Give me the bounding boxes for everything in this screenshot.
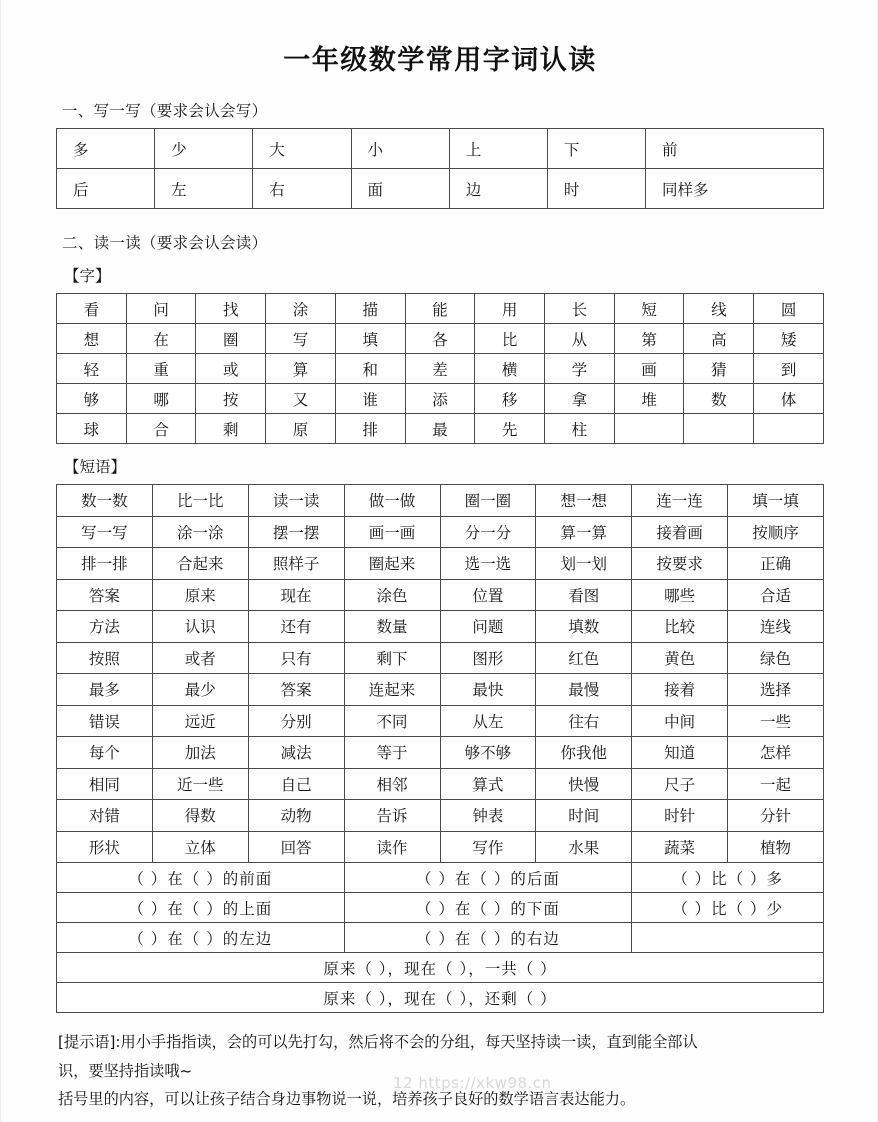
character-cell: 添 [405, 384, 475, 414]
table-row [57, 169, 824, 209]
character-cell: 原 [266, 414, 336, 444]
character-cell: 短 [614, 294, 684, 324]
phrase-cell: 减法 [248, 737, 344, 769]
table-row [57, 516, 824, 548]
phrase-cell: 按要求 [632, 548, 728, 580]
character-cell: 球 [57, 414, 127, 444]
phrase-cell: 接着画 [632, 516, 728, 548]
character-cell: 圈 [196, 324, 266, 354]
table-row [57, 983, 824, 1013]
table-row [57, 863, 824, 893]
phrase-cell: 分别 [248, 705, 344, 737]
table-row [57, 324, 824, 354]
character-cell: 看 [57, 294, 127, 324]
character-table-body [57, 294, 824, 444]
phrase-cell: 加法 [152, 737, 248, 769]
write-cell: 小 [351, 129, 449, 169]
character-cell: 到 [754, 354, 824, 384]
character-cell: 够 [57, 384, 127, 414]
write-practice-table [56, 128, 824, 209]
phrase-cell: 按顺序 [728, 516, 824, 548]
hint-note [56, 1029, 830, 1113]
hint-note-line-1: [提示语]:用小手指指读，会的可以先打勾，然后将不会的分组，每天坚持读一读，直到能全部认 [58, 1033, 698, 1051]
phrase-cell: 连起来 [344, 674, 440, 706]
phrase-cell: 比较 [632, 611, 728, 643]
phrase-cell: 往右 [536, 705, 632, 737]
write-cell: 少 [155, 129, 253, 169]
write-cell: 前 [646, 129, 824, 169]
character-cell: 用 [475, 294, 545, 324]
phrase-cell: 算式 [440, 768, 536, 800]
phrase-cell: 数量 [344, 611, 440, 643]
phrase-cell: 最少 [152, 674, 248, 706]
phrase-cell: 填一填 [728, 485, 824, 517]
character-cell: 剩 [196, 414, 266, 444]
write-cell: 上 [449, 129, 547, 169]
character-cell: 学 [545, 354, 615, 384]
character-cell: 在 [126, 324, 196, 354]
table-row [57, 384, 824, 414]
write-cell: 时 [547, 169, 645, 209]
write-cell: 下 [547, 129, 645, 169]
phrase-cell: 圈起来 [344, 548, 440, 580]
phrase-cell: 涂色 [344, 579, 440, 611]
character-cell: 和 [335, 354, 405, 384]
character-cell: 第 [614, 324, 684, 354]
character-cell: 哪 [126, 384, 196, 414]
phrase-cell: 摆一摆 [248, 516, 344, 548]
phrase-cell: 自己 [248, 768, 344, 800]
sentence-pattern-cell: （ ）在（ ）的右边 [344, 923, 632, 953]
character-cell: 矮 [754, 324, 824, 354]
page-title: 一年级数学常用字词认读 [283, 45, 597, 76]
phrase-cell: 最多 [57, 674, 153, 706]
write-cell: 左 [155, 169, 253, 209]
phrase-cell: 读一读 [248, 485, 344, 517]
phrase-cell: 做一做 [344, 485, 440, 517]
phrase-cell: 圈一圈 [440, 485, 536, 517]
phrase-cell: 对错 [57, 800, 153, 832]
phrase-cell: 正确 [728, 548, 824, 580]
sentence-pattern-cell: （ ）在（ ）的上面 [57, 893, 345, 923]
phrase-cell: 动物 [248, 800, 344, 832]
character-cell: 合 [126, 414, 196, 444]
phrase-cell: 排一排 [57, 548, 153, 580]
phrase-cell: 形状 [57, 831, 153, 863]
phrase-cell: 等于 [344, 737, 440, 769]
phrase-cell: 算一算 [536, 516, 632, 548]
character-cell: 长 [545, 294, 615, 324]
table-row [57, 579, 824, 611]
character-cell: 问 [126, 294, 196, 324]
phrase-cell: 够不够 [440, 737, 536, 769]
phrase-cell: 时针 [632, 800, 728, 832]
character-cell: 柱 [545, 414, 615, 444]
character-cell: 从 [545, 324, 615, 354]
character-cell: 最 [405, 414, 475, 444]
character-cell: 轻 [57, 354, 127, 384]
phrase-cell: 近一些 [152, 768, 248, 800]
write-cell: 大 [253, 129, 351, 169]
table-row [57, 611, 824, 643]
phrase-cell: 划一划 [536, 548, 632, 580]
phrase-cell: 或者 [152, 642, 248, 674]
phrase-cell: 一起 [728, 768, 824, 800]
phrase-cell: 相邻 [344, 768, 440, 800]
table-row [57, 129, 824, 169]
phrase-cell: 填数 [536, 611, 632, 643]
character-cell: 高 [684, 324, 754, 354]
phrase-cell: 蔬菜 [632, 831, 728, 863]
character-cell: 圆 [754, 294, 824, 324]
table-row [57, 294, 824, 324]
phrase-cell: 时间 [536, 800, 632, 832]
character-cell: 画 [614, 354, 684, 384]
phrase-cell: 原来 [152, 579, 248, 611]
phrase-cell: 每个 [57, 737, 153, 769]
phrase-cell: 相同 [57, 768, 153, 800]
phrase-cell: 红色 [536, 642, 632, 674]
phrase-cell: 你我他 [536, 737, 632, 769]
phrase-cell: 照样子 [248, 548, 344, 580]
phrase-cell: 看图 [536, 579, 632, 611]
hint-note-line-2: 识，要坚持指读哦~ [58, 1061, 193, 1080]
table-row [57, 414, 824, 444]
phrase-cell: 想一想 [536, 485, 632, 517]
table-row [57, 923, 824, 953]
phrase-cell: 连线 [728, 611, 824, 643]
character-cell: 涂 [266, 294, 336, 324]
phrase-cell: 黄色 [632, 642, 728, 674]
phrase-cell: 尺子 [632, 768, 728, 800]
write-cell: 同样多 [646, 169, 824, 209]
phrase-cell: 数一数 [57, 485, 153, 517]
group-heading-phrases: 【短语】 [64, 458, 127, 476]
phrase-cell: 读作 [344, 831, 440, 863]
phrase-cell: 比一比 [152, 485, 248, 517]
phrase-cell: 快慢 [536, 768, 632, 800]
table-row [57, 548, 824, 580]
phrase-cell: 还有 [248, 611, 344, 643]
table-row [57, 705, 824, 737]
phrase-cell: 绿色 [728, 642, 824, 674]
phrase-cell: 问题 [440, 611, 536, 643]
table-row [57, 953, 824, 983]
character-cell: 先 [475, 414, 545, 444]
character-cell: 排 [335, 414, 405, 444]
character-cell: 写 [266, 324, 336, 354]
phrase-cell: 水果 [536, 831, 632, 863]
sentence-pattern-cell: （ ）在（ ）的左边 [57, 923, 345, 953]
character-cell: 数 [684, 384, 754, 414]
phrase-cell: 涂一涂 [152, 516, 248, 548]
hint-note-line-3: 括号里的内容，可以让孩子结合身边事物说一说，培养孩子良好的数学语言表达能力。 [58, 1090, 636, 1109]
phrase-cell: 答案 [248, 674, 344, 706]
phrase-cell: 得数 [152, 800, 248, 832]
character-cell: 算 [266, 354, 336, 384]
character-cell: 按 [196, 384, 266, 414]
write-table-body [57, 129, 824, 209]
character-cell: 找 [196, 294, 266, 324]
phrase-cell: 选一选 [440, 548, 536, 580]
write-cell: 右 [253, 169, 351, 209]
phrase-cell: 分一分 [440, 516, 536, 548]
character-cell: 重 [126, 354, 196, 384]
phrase-cell: 选择 [728, 674, 824, 706]
phrase-cell: 错误 [57, 705, 153, 737]
phrase-cell: 回答 [248, 831, 344, 863]
phrase-cell: 最快 [440, 674, 536, 706]
phrase-cell: 现在 [248, 579, 344, 611]
phrase-cell: 立体 [152, 831, 248, 863]
character-table [56, 293, 824, 444]
phrase-cell: 写作 [440, 831, 536, 863]
group-heading-characters: 【字】 [64, 267, 111, 285]
phrase-table-body [57, 485, 824, 1013]
table-row [57, 893, 824, 923]
character-cell: 谁 [335, 384, 405, 414]
character-cell: 或 [196, 354, 266, 384]
phrase-cell: 怎样 [728, 737, 824, 769]
phrase-cell: 不同 [344, 705, 440, 737]
watermark: 12 https://xkw98.cn [393, 1074, 552, 1092]
table-row [57, 737, 824, 769]
table-row [57, 831, 824, 863]
table-row [57, 674, 824, 706]
character-cell: 体 [754, 384, 824, 414]
phrase-cell: 位置 [440, 579, 536, 611]
phrase-cell: 连一连 [632, 485, 728, 517]
sentence-pattern-cell: （ ）在（ ）的后面 [344, 863, 632, 893]
empty-cell [614, 414, 684, 444]
character-cell: 差 [405, 354, 475, 384]
character-cell: 堆 [614, 384, 684, 414]
write-cell: 边 [449, 169, 547, 209]
sentence-pattern-cell: （ ）在（ ）的前面 [57, 863, 345, 893]
phrase-cell: 一些 [728, 705, 824, 737]
character-cell: 横 [475, 354, 545, 384]
sentence-pattern-cell: （ ）在（ ）的下面 [344, 893, 632, 923]
sentence-pattern-cell: 原来（ ），现在（ ），一共（ ） [57, 953, 824, 983]
table-row [57, 485, 824, 517]
phrase-cell: 只有 [248, 642, 344, 674]
sentence-pattern-cell: （ ）比（ ）少 [632, 893, 824, 923]
character-cell: 填 [335, 324, 405, 354]
phrase-cell: 从左 [440, 705, 536, 737]
character-cell: 移 [475, 384, 545, 414]
phrase-cell: 按照 [57, 642, 153, 674]
phrase-cell: 哪些 [632, 579, 728, 611]
write-cell: 多 [57, 129, 155, 169]
section-heading-write: 一、写一写（要求会认会写） [62, 102, 268, 120]
phrase-cell: 合适 [728, 579, 824, 611]
phrase-cell: 答案 [57, 579, 153, 611]
table-row [57, 768, 824, 800]
section-heading-read: 二、读一读（要求会认会读） [62, 234, 268, 252]
phrase-cell: 方法 [57, 611, 153, 643]
character-cell: 猜 [684, 354, 754, 384]
phrase-cell: 分针 [728, 800, 824, 832]
phrase-table [56, 484, 824, 1013]
character-cell: 想 [57, 324, 127, 354]
phrase-cell: 知道 [632, 737, 728, 769]
phrase-cell: 远近 [152, 705, 248, 737]
character-cell: 比 [475, 324, 545, 354]
sentence-pattern-cell: （ ）比（ ）多 [632, 863, 824, 893]
phrase-cell: 中间 [632, 705, 728, 737]
phrase-cell: 写一写 [57, 516, 153, 548]
worksheet-content [56, 0, 824, 1115]
phrase-cell: 画一画 [344, 516, 440, 548]
character-cell: 描 [335, 294, 405, 324]
empty-cell [754, 414, 824, 444]
phrase-cell: 钟表 [440, 800, 536, 832]
table-row [57, 642, 824, 674]
phrase-cell: 最慢 [536, 674, 632, 706]
phrase-cell: 植物 [728, 831, 824, 863]
empty-cell [632, 923, 824, 953]
phrase-cell: 告诉 [344, 800, 440, 832]
phrase-cell: 接着 [632, 674, 728, 706]
character-cell: 线 [684, 294, 754, 324]
character-cell: 拿 [545, 384, 615, 414]
sentence-pattern-cell: 原来（ ），现在（ ），还剩（ ） [57, 983, 824, 1013]
phrase-cell: 图形 [440, 642, 536, 674]
character-cell: 各 [405, 324, 475, 354]
character-cell: 又 [266, 384, 336, 414]
write-cell: 后 [57, 169, 155, 209]
empty-cell [684, 414, 754, 444]
table-row [57, 354, 824, 384]
write-cell: 面 [351, 169, 449, 209]
character-cell: 能 [405, 294, 475, 324]
table-row [57, 800, 824, 832]
phrase-cell: 剩下 [344, 642, 440, 674]
phrase-cell: 认识 [152, 611, 248, 643]
phrase-cell: 合起来 [152, 548, 248, 580]
